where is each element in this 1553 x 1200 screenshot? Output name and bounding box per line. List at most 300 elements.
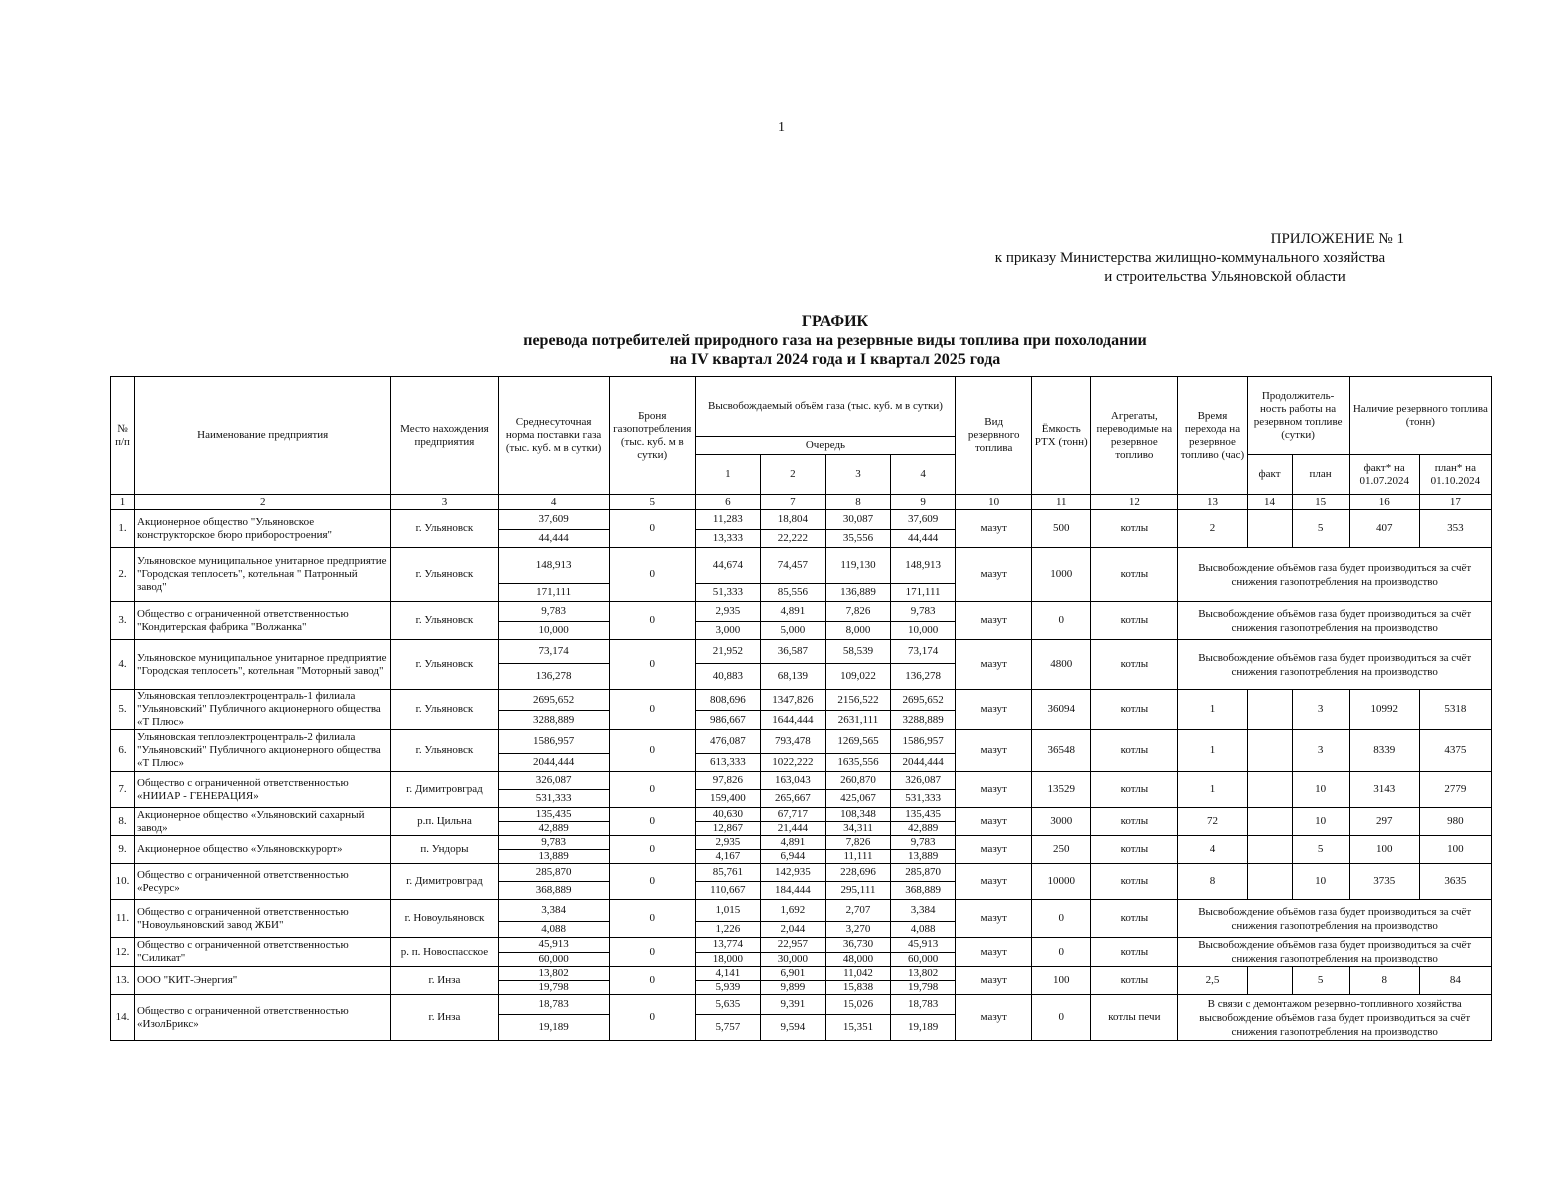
cell-queue-1: 11,283 — [695, 510, 760, 530]
cell-queue-1: 21,952 — [695, 640, 760, 664]
cell-queue-3: 2,707 — [825, 900, 890, 922]
cell-capacity: 36548 — [1032, 730, 1091, 772]
cell-reserve: 0 — [609, 730, 695, 772]
cell-queue-3: 15,026 — [825, 995, 890, 1015]
cell-norm: 9,783 — [498, 836, 609, 850]
appendix-line-2: к приказу Министерства жилищно-коммунального хозяйства — [994, 250, 1386, 266]
cell-name: Ульяновская теплоэлектроцентраль-1 филиала "Ульяновский" Публичного акционерного общества «Т Плюс» — [135, 690, 391, 730]
header-name: Наименование предприятия — [135, 377, 391, 495]
cell-note: Высвобождение объёмов газа будет производиться за счёт снижения газопотребления на производство — [1178, 938, 1492, 967]
header-fact: факт — [1247, 455, 1292, 495]
page-number: 1 — [778, 120, 785, 135]
cell-no: 1. — [111, 510, 135, 548]
cell-queue-4: 45,913 — [891, 938, 956, 953]
cell-duration-plan: 10 — [1292, 772, 1349, 808]
cell-note: Высвобождение объёмов газа будет производиться за счёт снижения газопотребления на производство — [1178, 900, 1492, 938]
cell-stock-plan: 5318 — [1419, 690, 1491, 730]
cell-fuel: мазут — [956, 995, 1032, 1041]
cell-units: котлы — [1091, 836, 1178, 864]
table-row — [111, 602, 1492, 622]
cell-queue-2: 22,957 — [760, 938, 825, 953]
cell-queue-4: 135,435 — [891, 808, 956, 822]
cell-queue-1: 986,667 — [695, 711, 760, 730]
cell-queue-3: 48,000 — [825, 952, 890, 967]
document-title — [340, 312, 1330, 369]
column-number: 8 — [825, 495, 890, 510]
cell-queue-4: 4,088 — [891, 922, 956, 938]
header-stock: Наличие резервного топлива (тонн) — [1349, 377, 1491, 455]
cell-fuel: мазут — [956, 864, 1032, 900]
cell-queue-4: 13,889 — [891, 850, 956, 864]
table-row — [111, 548, 1492, 584]
cell-fuel: мазут — [956, 938, 1032, 967]
cell-queue-2: 22,222 — [760, 530, 825, 548]
cell-reserve: 0 — [609, 548, 695, 602]
cell-queue-1: 476,087 — [695, 730, 760, 754]
header-location: Место нахождения предприятия — [391, 377, 498, 495]
cell-queue-2: 9,391 — [760, 995, 825, 1015]
cell-no: 9. — [111, 836, 135, 864]
cell-queue-4: 531,333 — [891, 790, 956, 808]
cell-duration-plan: 5 — [1292, 510, 1349, 548]
cell-norm: 73,174 — [498, 640, 609, 664]
cell-queue-4: 3288,889 — [891, 711, 956, 730]
table-row — [111, 690, 1492, 711]
header-norm: Среднесуточная норма поставки газа (тыс. куб. м в сутки) — [498, 377, 609, 495]
cell-queue-1: 13,333 — [695, 530, 760, 548]
cell-queue-2: 163,043 — [760, 772, 825, 790]
cell-norm: 326,087 — [498, 772, 609, 790]
cell-norm: 2044,444 — [498, 754, 609, 772]
table-row — [111, 808, 1492, 822]
cell-norm: 10,000 — [498, 622, 609, 640]
cell-stock-plan: 100 — [1419, 836, 1491, 864]
cell-queue-3: 3,270 — [825, 922, 890, 938]
cell-note: В связи с демонтажом резервно-топливного хозяйства высвобождение объёмов газа будет производиться за счёт снижения газопотребления на производство — [1178, 995, 1492, 1041]
cell-queue-3: 136,889 — [825, 584, 890, 602]
cell-reserve: 0 — [609, 772, 695, 808]
cell-queue-1: 40,630 — [695, 808, 760, 822]
cell-name: Общество с ограниченной ответственностью "Новоульяновский завод ЖБИ" — [135, 900, 391, 938]
cell-norm: 45,913 — [498, 938, 609, 953]
cell-no: 10. — [111, 864, 135, 900]
cell-reserve: 0 — [609, 864, 695, 900]
cell-time: 2 — [1178, 510, 1247, 548]
title-line-3: на IV квартал 2024 года и I квартал 2025 года — [669, 351, 1001, 368]
cell-queue-4: 171,111 — [891, 584, 956, 602]
header-plan: план — [1292, 455, 1349, 495]
column-number: 10 — [956, 495, 1032, 510]
cell-units: котлы — [1091, 548, 1178, 602]
cell-capacity: 100 — [1032, 967, 1091, 995]
cell-no: 11. — [111, 900, 135, 938]
cell-norm: 3,384 — [498, 900, 609, 922]
cell-queue-4: 9,783 — [891, 836, 956, 850]
cell-location: г. Ульяновск — [391, 510, 498, 548]
appendix-line-1: ПРИЛОЖЕНИЕ № 1 — [1270, 231, 1404, 247]
cell-queue-2: 36,587 — [760, 640, 825, 664]
cell-location: п. Ундоры — [391, 836, 498, 864]
cell-duration-fact — [1247, 730, 1292, 772]
cell-queue-2: 68,139 — [760, 664, 825, 690]
cell-stock-fact: 3143 — [1349, 772, 1419, 808]
cell-queue-4: 368,889 — [891, 882, 956, 900]
cell-capacity: 4800 — [1032, 640, 1091, 690]
schedule-table — [110, 376, 1492, 1041]
header-fuel: Вид резервного топлива — [956, 377, 1032, 495]
cell-reserve: 0 — [609, 690, 695, 730]
cell-fuel: мазут — [956, 548, 1032, 602]
table-row — [111, 967, 1492, 981]
cell-reserve: 0 — [609, 808, 695, 836]
header-fact-date: факт* на 01.07.2024 — [1349, 455, 1419, 495]
cell-norm: 285,870 — [498, 864, 609, 882]
cell-units: котлы — [1091, 730, 1178, 772]
cell-location: р.п. Цильна — [391, 808, 498, 836]
cell-units: котлы — [1091, 864, 1178, 900]
cell-norm: 368,889 — [498, 882, 609, 900]
cell-queue-3: 11,042 — [825, 967, 890, 981]
column-number: 3 — [391, 495, 498, 510]
cell-fuel: мазут — [956, 690, 1032, 730]
cell-queue-3: 15,838 — [825, 981, 890, 995]
cell-time: 72 — [1178, 808, 1247, 836]
cell-queue-3: 2156,522 — [825, 690, 890, 711]
header-capacity: Ёмкость РТХ (тонн) — [1032, 377, 1091, 495]
cell-duration-fact — [1247, 690, 1292, 730]
cell-capacity: 13529 — [1032, 772, 1091, 808]
cell-queue-1: 12,867 — [695, 822, 760, 836]
cell-queue-2: 2,044 — [760, 922, 825, 938]
cell-no: 8. — [111, 808, 135, 836]
cell-queue-1: 2,935 — [695, 836, 760, 850]
cell-queue-2: 9,899 — [760, 981, 825, 995]
cell-queue-2: 1644,444 — [760, 711, 825, 730]
cell-queue-4: 2695,652 — [891, 690, 956, 711]
cell-queue-1: 3,000 — [695, 622, 760, 640]
cell-duration-fact — [1247, 864, 1292, 900]
table-header — [111, 377, 1492, 510]
cell-norm: 44,444 — [498, 530, 609, 548]
cell-location: г. Димитровград — [391, 772, 498, 808]
cell-duration-plan: 5 — [1292, 967, 1349, 995]
cell-norm: 2695,652 — [498, 690, 609, 711]
cell-queue-2: 9,594 — [760, 1015, 825, 1041]
cell-norm: 13,802 — [498, 967, 609, 981]
cell-queue-2: 1347,826 — [760, 690, 825, 711]
cell-queue-1: 44,674 — [695, 548, 760, 584]
cell-queue-2: 5,000 — [760, 622, 825, 640]
cell-queue-4: 18,783 — [891, 995, 956, 1015]
column-number-row — [111, 495, 1492, 510]
cell-reserve: 0 — [609, 602, 695, 640]
cell-duration-fact — [1247, 808, 1292, 836]
cell-queue-3: 30,087 — [825, 510, 890, 530]
cell-queue-1: 51,333 — [695, 584, 760, 602]
cell-capacity: 0 — [1032, 900, 1091, 938]
cell-queue-4: 44,444 — [891, 530, 956, 548]
cell-duration-plan: 5 — [1292, 836, 1349, 864]
cell-name: Общество с ограниченной ответственностью «ИзолБрикс» — [135, 995, 391, 1041]
header-released: Высвобождаемый объём газа (тыс. куб. м в сутки) — [695, 377, 955, 437]
cell-queue-1: 1,226 — [695, 922, 760, 938]
cell-name: Общество с ограниченной ответственностью «НИИАР - ГЕНЕРАЦИЯ» — [135, 772, 391, 808]
header-plan-date: план* на 01.10.2024 — [1419, 455, 1491, 495]
cell-queue-3: 58,539 — [825, 640, 890, 664]
cell-queue-3: 35,556 — [825, 530, 890, 548]
cell-fuel: мазут — [956, 640, 1032, 690]
table-row — [111, 640, 1492, 664]
header-duration: Продолжитель-ность работы на резервном топливе (сутки) — [1247, 377, 1349, 455]
cell-queue-4: 19,798 — [891, 981, 956, 995]
cell-queue-2: 1,692 — [760, 900, 825, 922]
cell-queue-3: 11,111 — [825, 850, 890, 864]
cell-queue-3: 34,311 — [825, 822, 890, 836]
cell-fuel: мазут — [956, 900, 1032, 938]
cell-location: г. Ульяновск — [391, 548, 498, 602]
column-number: 16 — [1349, 495, 1419, 510]
table-row — [111, 730, 1492, 754]
table-row — [111, 938, 1492, 953]
cell-norm: 135,435 — [498, 808, 609, 822]
cell-queue-2: 6,901 — [760, 967, 825, 981]
table-body — [111, 510, 1492, 1041]
cell-norm: 37,609 — [498, 510, 609, 530]
cell-queue-3: 7,826 — [825, 602, 890, 622]
cell-reserve: 0 — [609, 836, 695, 864]
cell-queue-1: 613,333 — [695, 754, 760, 772]
cell-queue-2: 265,667 — [760, 790, 825, 808]
column-number: 7 — [760, 495, 825, 510]
cell-capacity: 3000 — [1032, 808, 1091, 836]
cell-time: 2,5 — [1178, 967, 1247, 995]
cell-no: 6. — [111, 730, 135, 772]
table-row — [111, 900, 1492, 922]
cell-queue-3: 8,000 — [825, 622, 890, 640]
header-queue-2: 2 — [760, 455, 825, 495]
cell-stock-fact: 3735 — [1349, 864, 1419, 900]
cell-queue-2: 21,444 — [760, 822, 825, 836]
cell-reserve: 0 — [609, 640, 695, 690]
cell-fuel: мазут — [956, 730, 1032, 772]
cell-capacity: 0 — [1032, 602, 1091, 640]
cell-note: Высвобождение объёмов газа будет производиться за счёт снижения газопотребления на производство — [1178, 602, 1492, 640]
cell-queue-1: 110,667 — [695, 882, 760, 900]
cell-units: котлы — [1091, 510, 1178, 548]
cell-queue-1: 4,167 — [695, 850, 760, 864]
cell-queue-2: 1022,222 — [760, 754, 825, 772]
cell-stock-fact: 100 — [1349, 836, 1419, 864]
cell-stock-plan: 4375 — [1419, 730, 1491, 772]
cell-queue-4: 2044,444 — [891, 754, 956, 772]
cell-name: Ульяновское муниципальное унитарное предприятие "Городская теплосеть", котельная " Патронный завод" — [135, 548, 391, 602]
cell-stock-plan: 3635 — [1419, 864, 1491, 900]
column-number: 14 — [1247, 495, 1292, 510]
cell-no: 3. — [111, 602, 135, 640]
appendix-line-3: и строительства Ульяновской области — [1104, 269, 1346, 285]
cell-queue-4: 10,000 — [891, 622, 956, 640]
cell-no: 5. — [111, 690, 135, 730]
cell-name: Акционерное общество «Ульяновсккурорт» — [135, 836, 391, 864]
cell-stock-fact: 10992 — [1349, 690, 1419, 730]
cell-queue-3: 36,730 — [825, 938, 890, 953]
cell-queue-4: 3,384 — [891, 900, 956, 922]
cell-queue-1: 5,939 — [695, 981, 760, 995]
cell-units: котлы — [1091, 602, 1178, 640]
cell-location: г. Димитровград — [391, 864, 498, 900]
cell-queue-3: 228,696 — [825, 864, 890, 882]
cell-queue-1: 40,883 — [695, 664, 760, 690]
column-number: 12 — [1091, 495, 1178, 510]
cell-duration-fact — [1247, 967, 1292, 995]
cell-name: Общество с ограниченной ответственностью "Силикат" — [135, 938, 391, 967]
cell-capacity: 1000 — [1032, 548, 1091, 602]
cell-capacity: 36094 — [1032, 690, 1091, 730]
cell-location: г. Ульяновск — [391, 602, 498, 640]
cell-queue-4: 285,870 — [891, 864, 956, 882]
cell-fuel: мазут — [956, 967, 1032, 995]
cell-stock-plan: 980 — [1419, 808, 1491, 836]
cell-fuel: мазут — [956, 510, 1032, 548]
cell-reserve: 0 — [609, 995, 695, 1041]
cell-note: Высвобождение объёмов газа будет производиться за счёт снижения газопотребления на производство — [1178, 548, 1492, 602]
cell-duration-plan: 10 — [1292, 808, 1349, 836]
cell-queue-2: 793,478 — [760, 730, 825, 754]
cell-queue-4: 42,889 — [891, 822, 956, 836]
cell-reserve: 0 — [609, 967, 695, 995]
title-line-2: перевода потребителей природного газа на резервные виды топлива при похолодании — [523, 332, 1147, 349]
cell-queue-2: 18,804 — [760, 510, 825, 530]
column-number: 15 — [1292, 495, 1349, 510]
table-row — [111, 864, 1492, 882]
cell-queue-2: 67,717 — [760, 808, 825, 822]
cell-queue-1: 18,000 — [695, 952, 760, 967]
table-row — [111, 772, 1492, 790]
cell-no: 2. — [111, 548, 135, 602]
cell-fuel: мазут — [956, 836, 1032, 864]
cell-queue-3: 119,130 — [825, 548, 890, 584]
cell-duration-fact — [1247, 510, 1292, 548]
cell-queue-3: 7,826 — [825, 836, 890, 850]
cell-location: р. п. Новоспасское — [391, 938, 498, 967]
cell-queue-3: 260,870 — [825, 772, 890, 790]
cell-queue-1: 5,635 — [695, 995, 760, 1015]
cell-queue-3: 15,351 — [825, 1015, 890, 1041]
table-row — [111, 836, 1492, 850]
column-number: 11 — [1032, 495, 1091, 510]
cell-note: Высвобождение объёмов газа будет производиться за счёт снижения газопотребления на производство — [1178, 640, 1492, 690]
cell-queue-2: 142,935 — [760, 864, 825, 882]
cell-name: Ульяновское муниципальное унитарное предприятие "Городская теплосеть", котельная "Моторный завод" — [135, 640, 391, 690]
cell-stock-plan: 84 — [1419, 967, 1491, 995]
header-reserve: Броня газопотребления (тыс. куб. м в сутки) — [609, 377, 695, 495]
cell-norm: 13,889 — [498, 850, 609, 864]
cell-queue-1: 13,774 — [695, 938, 760, 953]
cell-capacity: 0 — [1032, 938, 1091, 967]
cell-norm: 531,333 — [498, 790, 609, 808]
cell-units: котлы — [1091, 900, 1178, 938]
cell-duration-fact — [1247, 836, 1292, 864]
cell-queue-3: 1269,565 — [825, 730, 890, 754]
cell-queue-3: 108,348 — [825, 808, 890, 822]
cell-norm: 148,913 — [498, 548, 609, 584]
cell-norm: 136,278 — [498, 664, 609, 690]
cell-queue-1: 159,400 — [695, 790, 760, 808]
cell-norm: 42,889 — [498, 822, 609, 836]
cell-norm: 19,798 — [498, 981, 609, 995]
cell-name: Акционерное общество "Ульяновское конструкторское бюро приборостроения" — [135, 510, 391, 548]
cell-reserve: 0 — [609, 510, 695, 548]
cell-time: 4 — [1178, 836, 1247, 864]
cell-queue-3: 109,022 — [825, 664, 890, 690]
cell-duration-plan: 10 — [1292, 864, 1349, 900]
cell-queue-4: 326,087 — [891, 772, 956, 790]
cell-location: г. Ульяновск — [391, 690, 498, 730]
cell-queue-1: 85,761 — [695, 864, 760, 882]
column-number: 6 — [695, 495, 760, 510]
cell-queue-3: 2631,111 — [825, 711, 890, 730]
cell-queue-1: 4,141 — [695, 967, 760, 981]
column-number: 5 — [609, 495, 695, 510]
cell-queue-3: 295,111 — [825, 882, 890, 900]
cell-queue-1: 97,826 — [695, 772, 760, 790]
cell-queue-4: 73,174 — [891, 640, 956, 664]
cell-name: Акционерное общество «Ульяновский сахарный завод» — [135, 808, 391, 836]
cell-queue-4: 1586,957 — [891, 730, 956, 754]
cell-time: 1 — [1178, 730, 1247, 772]
cell-queue-1: 2,935 — [695, 602, 760, 622]
cell-name: ООО "КИТ-Энергия" — [135, 967, 391, 995]
header-queue-4: 4 — [891, 455, 956, 495]
cell-location: г. Инза — [391, 995, 498, 1041]
column-number: 9 — [891, 495, 956, 510]
cell-capacity: 10000 — [1032, 864, 1091, 900]
cell-queue-2: 74,457 — [760, 548, 825, 584]
cell-units: котлы печи — [1091, 995, 1178, 1041]
cell-queue-4: 60,000 — [891, 952, 956, 967]
cell-stock-fact: 407 — [1349, 510, 1419, 548]
cell-units: котлы — [1091, 690, 1178, 730]
header-units: Агрегаты, переводимые на резервное топливо — [1091, 377, 1178, 495]
cell-norm: 4,088 — [498, 922, 609, 938]
cell-location: г. Новоульяновск — [391, 900, 498, 938]
cell-norm: 60,000 — [498, 952, 609, 967]
header-queue-3: 3 — [825, 455, 890, 495]
cell-norm: 1586,957 — [498, 730, 609, 754]
cell-no: 4. — [111, 640, 135, 690]
header-queue-1: 1 — [695, 455, 760, 495]
cell-queue-2: 4,891 — [760, 602, 825, 622]
cell-capacity: 500 — [1032, 510, 1091, 548]
cell-norm: 9,783 — [498, 602, 609, 622]
column-number: 4 — [498, 495, 609, 510]
cell-queue-3: 1635,556 — [825, 754, 890, 772]
cell-stock-fact: 8339 — [1349, 730, 1419, 772]
cell-queue-4: 13,802 — [891, 967, 956, 981]
cell-no: 14. — [111, 995, 135, 1041]
cell-norm: 18,783 — [498, 995, 609, 1015]
cell-time: 1 — [1178, 690, 1247, 730]
cell-queue-4: 37,609 — [891, 510, 956, 530]
cell-units: котлы — [1091, 938, 1178, 967]
table-row — [111, 510, 1492, 530]
cell-norm: 171,111 — [498, 584, 609, 602]
appendix-header — [930, 230, 1450, 287]
cell-fuel: мазут — [956, 772, 1032, 808]
cell-queue-4: 9,783 — [891, 602, 956, 622]
cell-queue-3: 425,067 — [825, 790, 890, 808]
cell-name: Ульяновская теплоэлектроцентраль-2 филиала "Ульяновский" Публичного акционерного общества «Т Плюс» — [135, 730, 391, 772]
